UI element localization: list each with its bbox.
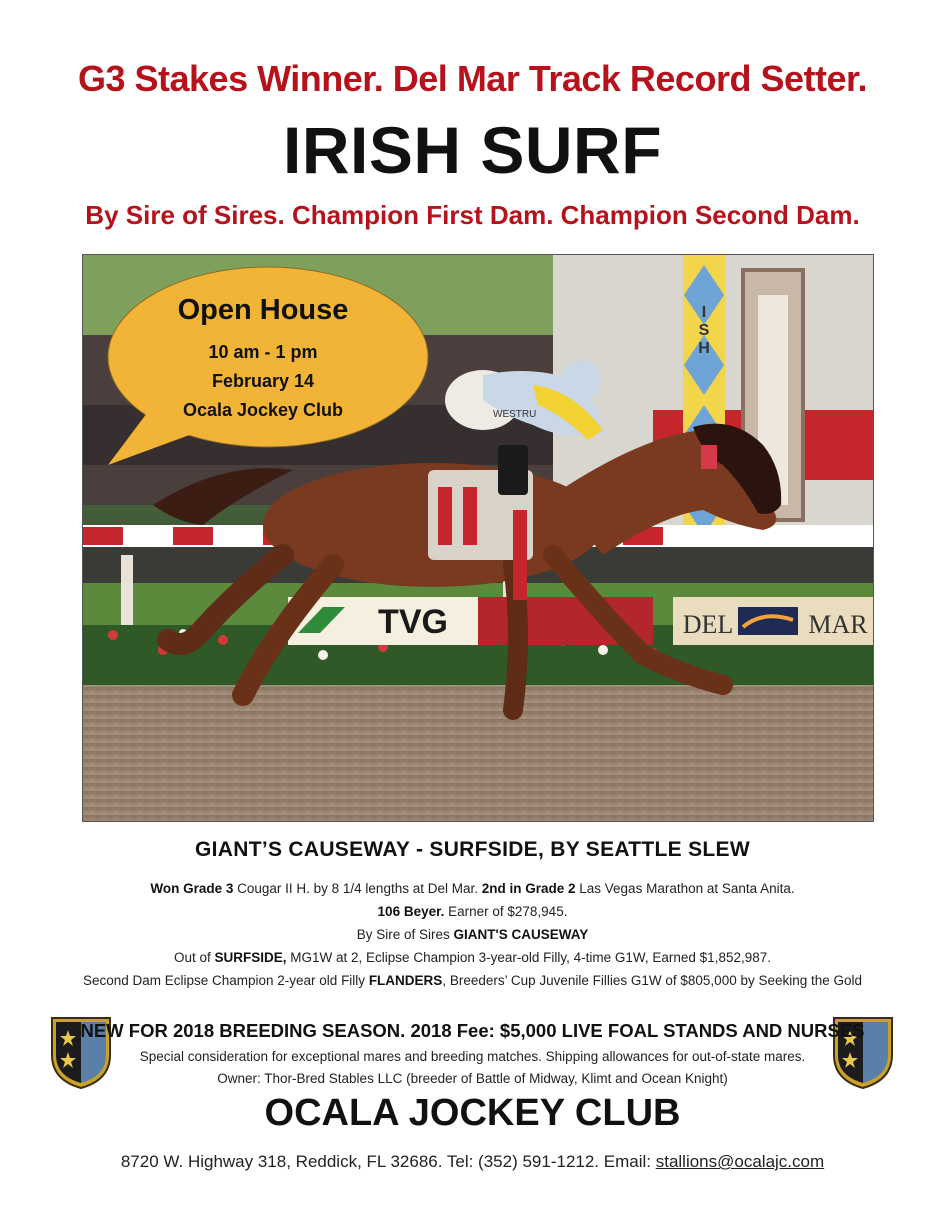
contact-line bbox=[0, 1152, 945, 1172]
pedigree-line: GIANT’S CAUSEWAY - SURFSIDE, BY SEATTLE SLEW bbox=[195, 838, 750, 861]
address-text: 8720 W. Highway 318, Reddick, FL 32686. Tel: (352) 591-1212. Email: bbox=[120, 1152, 656, 1171]
race-photo-illustration bbox=[83, 255, 873, 821]
del-mar-sign-right: MAR bbox=[808, 610, 868, 639]
dam-text-2: MG1W at 2, Eclipse Champion 3-year-old Filly, 4-time G1W, Earned $1,852,987. bbox=[286, 950, 771, 965]
open-house-title: Open House bbox=[177, 294, 349, 326]
race-record-text-2: Las Vegas Marathon at Santa Anita. bbox=[575, 881, 795, 896]
race-record-bold-2: 2nd in Grade 2 bbox=[481, 881, 576, 896]
open-house-date: February 14 bbox=[211, 371, 315, 391]
second-dam-bold: FLANDERS bbox=[368, 973, 443, 988]
open-house-time: 10 am - 1 pm bbox=[208, 342, 318, 362]
pole-letter-h: H bbox=[698, 340, 710, 357]
dam-text-1: Out of bbox=[173, 950, 215, 965]
dam-line bbox=[0, 949, 945, 967]
stud-fee: NEW FOR 2018 BREEDING SEASON. 2018 Fee: $5,000 LIVE FOAL STANDS AND NURSES bbox=[80, 1020, 865, 1041]
owner-line: Owner: Thor-Bred Stables LLC (breeder of Battle of Midway, Klimt and Ocean Knight) bbox=[217, 1071, 728, 1086]
dirt-track bbox=[83, 685, 873, 821]
email-link[interactable]: stallions@ocalajc.com bbox=[655, 1152, 825, 1171]
beyer-bold: 106 Beyer. bbox=[377, 904, 445, 919]
sire-text: By Sire of Sires bbox=[356, 927, 454, 942]
second-dam-text-1: Second Dam Eclipse Champion 2-year old Filly bbox=[82, 973, 369, 988]
del-mar-sign-left: DEL bbox=[682, 610, 734, 639]
pole-letter-s: S bbox=[698, 322, 710, 339]
race-record-bold-1: Won Grade 3 bbox=[150, 881, 234, 896]
open-house-location: Ocala Jockey Club bbox=[182, 400, 344, 420]
race-record-text-1: Cougar II H. by 8 1/4 lengths at Del Mar. bbox=[233, 881, 482, 896]
second-dam-text-2: , Breeders’ Cup Juvenile Fillies G1W of $805,000 by Seeking the Gold bbox=[442, 973, 863, 988]
pole-letter-i: I bbox=[701, 304, 707, 321]
tvg-sign-text: TVG bbox=[378, 603, 448, 641]
dam-bold: SURFSIDE, bbox=[214, 950, 287, 965]
sire-bold: GIANT'S CAUSEWAY bbox=[453, 927, 589, 942]
fee-note: Special consideration for exceptional mares and breeding matches. Shipping allowances for out-of-state mares. bbox=[139, 1049, 806, 1064]
silks-text: WESTRU bbox=[493, 409, 537, 420]
beyer-line bbox=[0, 903, 945, 921]
beyer-text: Earner of $278,945. bbox=[444, 904, 568, 919]
sire-line bbox=[0, 926, 945, 944]
horse-name-title: IRISH SURF bbox=[282, 113, 663, 187]
race-record-line bbox=[0, 880, 945, 898]
subheadline: By Sire of Sires. Champion First Dam. Champion Second Dam. bbox=[85, 200, 860, 230]
race-photo bbox=[82, 254, 874, 822]
club-name: OCALA JOCKEY CLUB bbox=[264, 1092, 681, 1134]
headline: G3 Stakes Winner. Del Mar Track Record Setter. bbox=[77, 58, 868, 99]
second-dam-line bbox=[0, 972, 945, 990]
